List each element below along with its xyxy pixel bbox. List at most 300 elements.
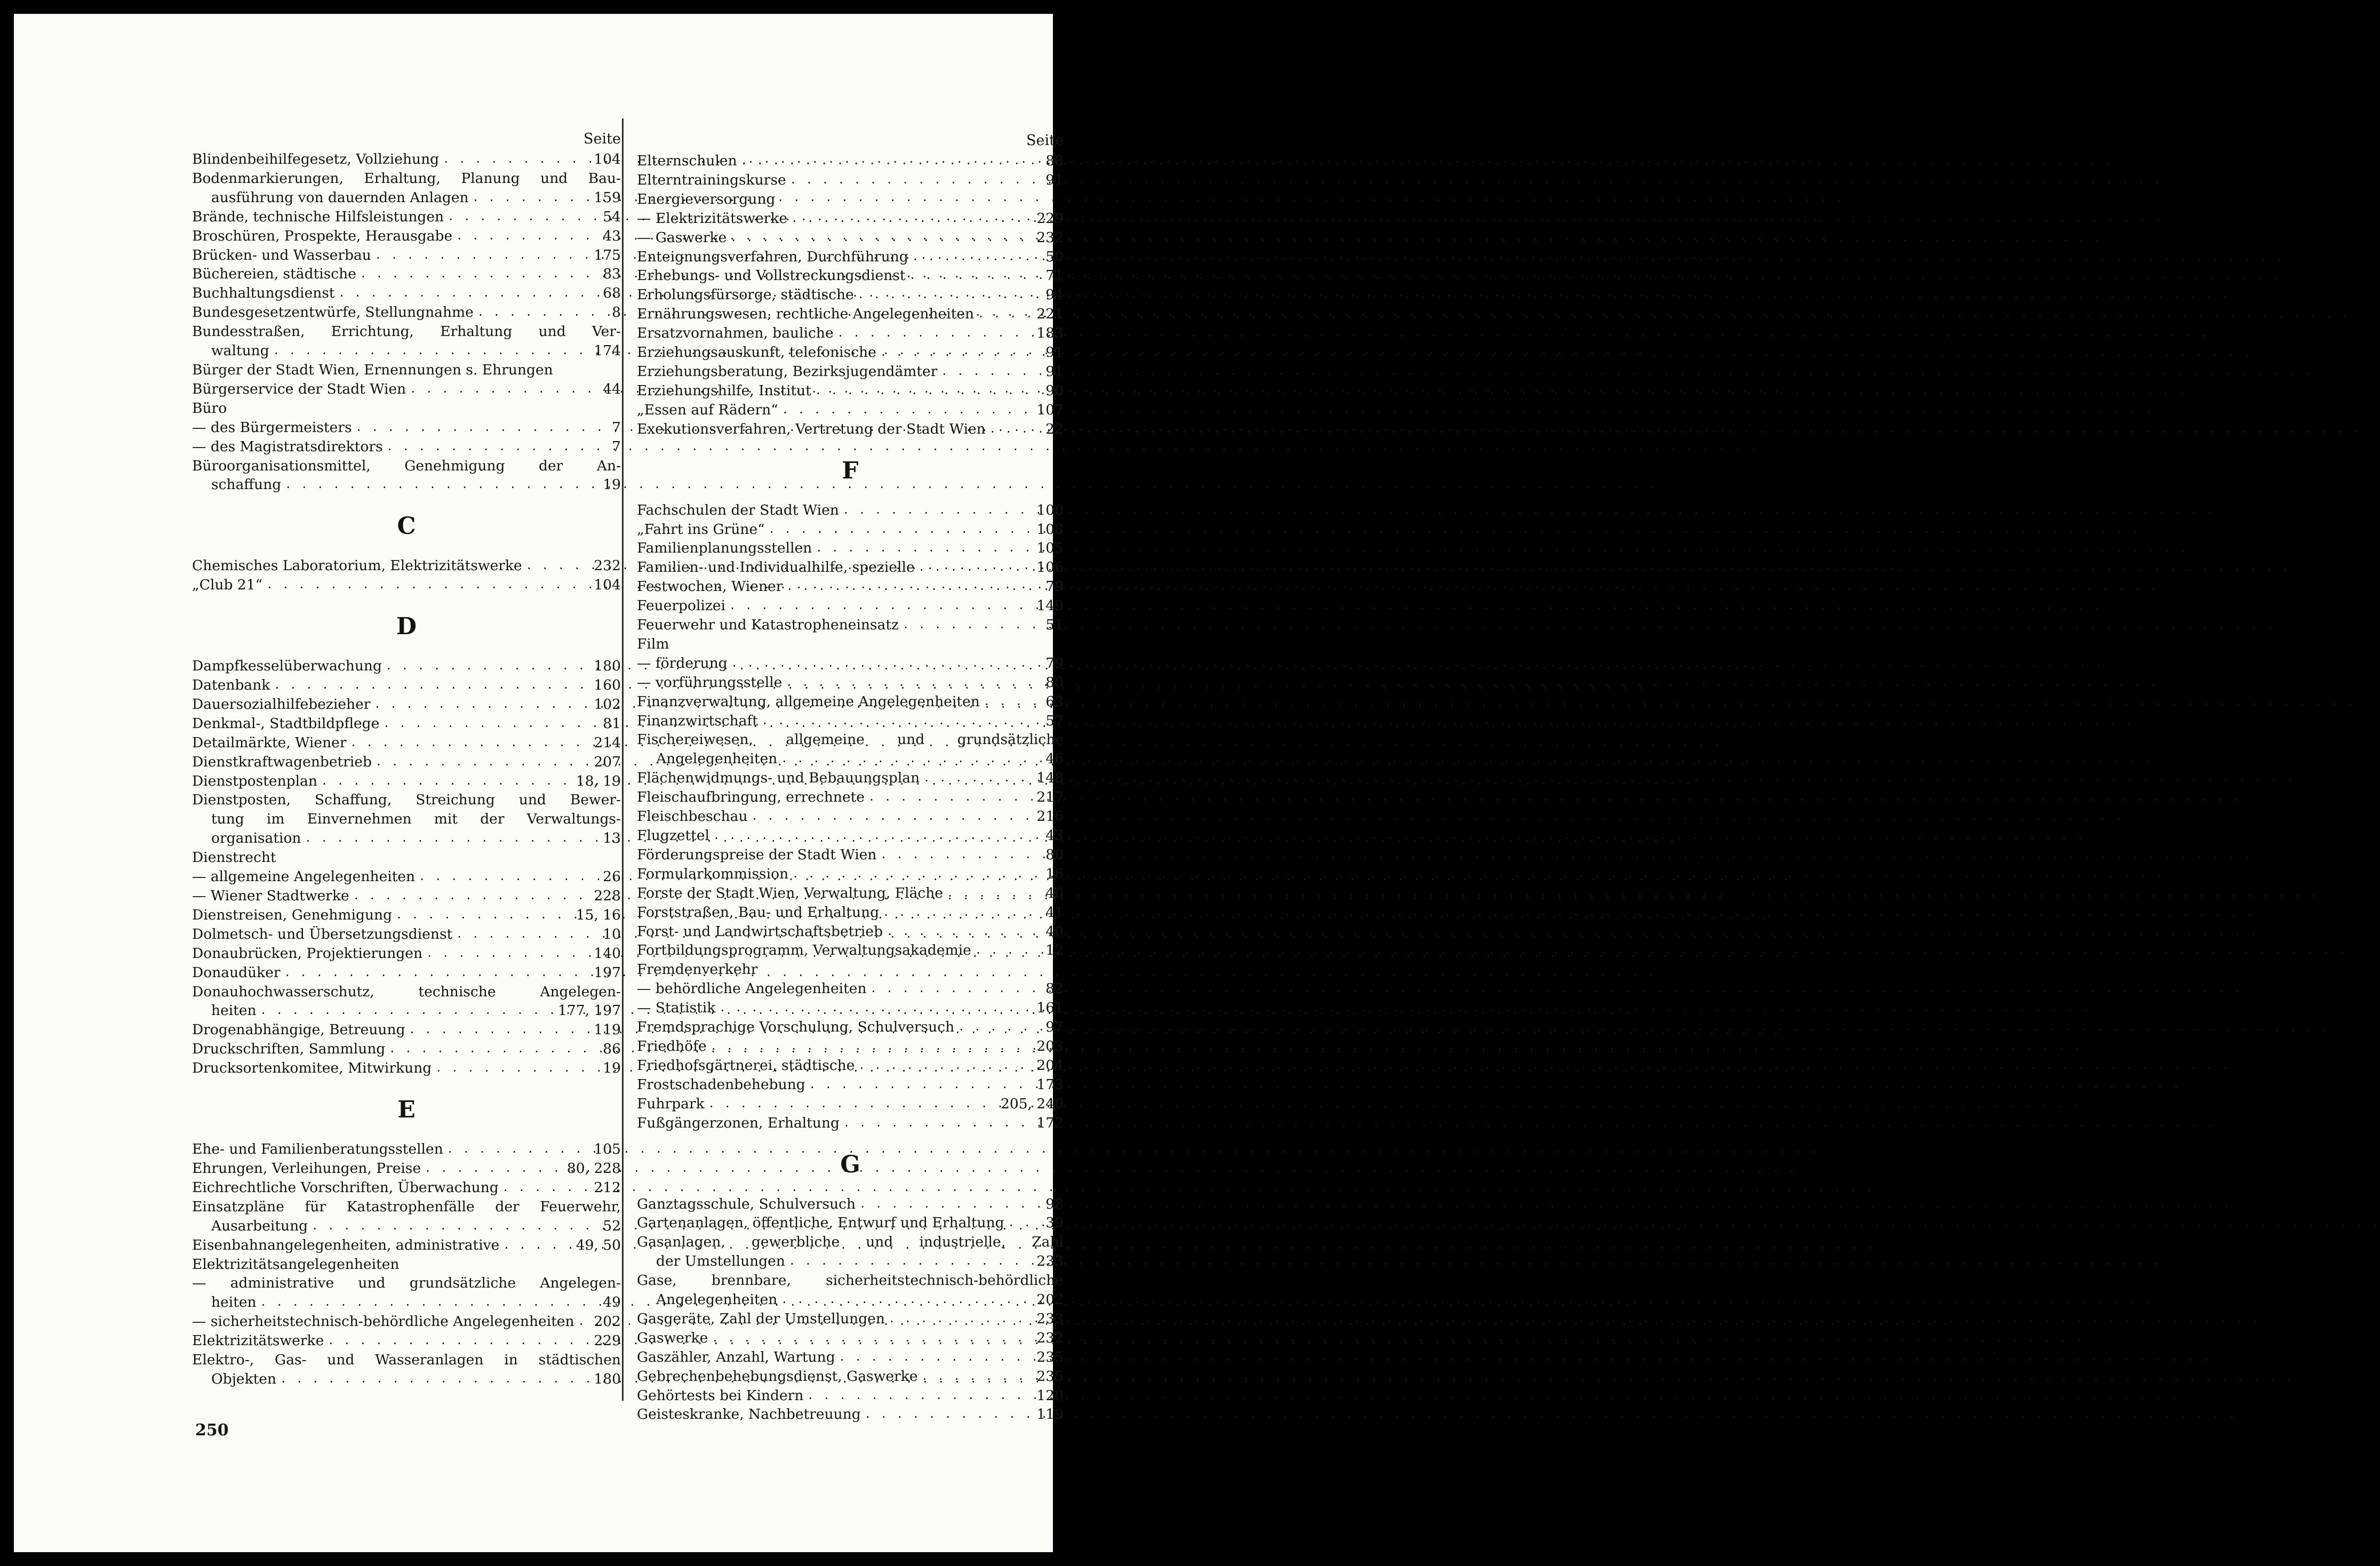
- index-entry: [192, 676, 621, 695]
- index-entry: [192, 341, 621, 361]
- entry-term: Formularkommission: [637, 865, 789, 882]
- entry-page-ref: 160: [594, 677, 621, 694]
- dot-leader: [730, 228, 1033, 247]
- index-entry: [637, 1233, 1064, 1252]
- dot-leader: [305, 829, 599, 848]
- entry-term: Donaudüker: [192, 964, 281, 981]
- column-header-seite: Seite: [584, 131, 621, 147]
- dot-leader: [266, 576, 590, 595]
- index-entry: [192, 1274, 621, 1293]
- section-letter-heading: F: [842, 457, 859, 484]
- dot-leader: [419, 867, 599, 886]
- index-entry: [637, 381, 1064, 401]
- dot-leader: [383, 714, 599, 733]
- entry-term: Geisteskranke, Nachbetreuung: [637, 1406, 861, 1423]
- entry-page-ref: 16: [1045, 865, 1064, 882]
- section-letter-heading: E: [397, 1096, 416, 1124]
- entry-term: Chemisches Laboratorium, Elektrizitätswerke: [192, 557, 522, 574]
- index-entry: [637, 616, 1064, 635]
- entry-term: Dienstkraftwagenbetrieb: [192, 753, 372, 770]
- entry-page-ref: 228: [594, 888, 621, 904]
- entry-page-ref: 161: [1036, 1000, 1064, 1017]
- index-entry: [637, 807, 1064, 826]
- entry-term: Blindenbeihilfegesetz, Vollziehung: [192, 151, 440, 167]
- entry-page-ref: 94: [1045, 286, 1064, 303]
- entry-page-ref: 82: [1045, 980, 1064, 997]
- entry-term: Gase, brennbare, sicherheitstechnisch-behördliche: [637, 1272, 1064, 1289]
- entry-page-ref: 207: [594, 753, 621, 770]
- entry-term: Friedhofsgärtnerei, städtische: [637, 1057, 855, 1074]
- dot-leader: [1008, 1213, 1042, 1233]
- dot-leader: [903, 616, 1042, 635]
- dot-leader: [456, 227, 599, 246]
- dot-leader: [843, 1114, 1033, 1133]
- entry-term: Film: [637, 635, 669, 652]
- entry-term: Objekten: [211, 1370, 277, 1387]
- dot-leader: [880, 343, 1042, 362]
- entry-term: Dauersozialhilfebezieher: [192, 696, 371, 713]
- entry-page-ref: 108: [1036, 521, 1064, 538]
- dot-leader: [781, 1290, 1033, 1309]
- dot-leader: [339, 284, 600, 303]
- entry-term: Büchereien, städtische: [192, 266, 356, 283]
- index-entry: [192, 695, 621, 714]
- index-entry: [192, 457, 621, 476]
- entry-page-ref: 44: [603, 380, 621, 397]
- dot-leader: [883, 903, 1042, 922]
- index-entry: [637, 769, 1064, 788]
- dot-leader: [762, 712, 1042, 731]
- index-entry: [192, 380, 621, 399]
- index-entry: [192, 790, 621, 810]
- entry-page-ref: 104: [594, 151, 621, 167]
- entry-term: Angelegenheiten: [656, 1291, 778, 1308]
- column-header-seite: Seite: [1026, 132, 1064, 149]
- index-entry: [637, 171, 1064, 190]
- entry-page-ref: 105: [594, 1141, 621, 1158]
- entry-term: Dienstpostenplan: [192, 772, 317, 789]
- entry-term: Fußgängerzonen, Erhaltung: [637, 1114, 840, 1131]
- entry-page-ref: 221: [1036, 306, 1064, 323]
- index-entry: [192, 963, 621, 982]
- column-divider: [622, 118, 624, 1401]
- entry-term: Gebrechenbehebungsdienst, Gaswerke: [637, 1368, 918, 1385]
- index-entry: [637, 1367, 1064, 1386]
- entry-term: waltung: [211, 342, 269, 359]
- index-entry: [192, 867, 621, 886]
- section-letter-heading: G: [840, 1150, 860, 1178]
- entry-term: Finanzwirtschaft: [637, 712, 758, 729]
- dot-leader: [880, 845, 1042, 865]
- index-entry: [637, 1309, 1064, 1329]
- index-entry: [192, 284, 621, 303]
- index-entry: [637, 1252, 1064, 1271]
- dot-leader: [374, 695, 590, 714]
- index-entry: [192, 322, 621, 341]
- dot-leader: [477, 303, 608, 322]
- dot-leader: [870, 979, 1042, 998]
- entry-page-ref: 18, 19: [576, 772, 621, 789]
- entry-term: Eisenbahnangelegenheiten, administrative: [192, 1236, 500, 1253]
- entry-term: — förderung: [637, 654, 728, 672]
- index-entry: [637, 1386, 1064, 1405]
- dot-leader: [328, 1331, 590, 1351]
- dot-leader: [425, 1159, 563, 1178]
- entry-term: Ersatzvornahmen, bauliche: [637, 325, 834, 342]
- entry-page-ref: 202: [594, 1313, 621, 1330]
- entry-term: Erholungsfürsorge, städtische: [637, 286, 854, 303]
- dot-leader: [807, 1386, 1033, 1405]
- entry-term: Familienplanungsstellen: [637, 540, 812, 557]
- index-entry: [192, 1312, 621, 1331]
- entry-page-ref: 80: [1045, 846, 1064, 863]
- entry-term: — Wiener Stadtwerke: [192, 888, 349, 904]
- entry-page-ref: 52: [603, 1217, 621, 1234]
- index-entry: [192, 1178, 621, 1197]
- entry-term: Druckschriften, Sammlung: [192, 1041, 386, 1058]
- index-entry: [192, 1140, 621, 1159]
- index-entry: [637, 420, 1064, 439]
- index-entry: [192, 1217, 621, 1236]
- entry-page-ref: 68: [603, 285, 621, 302]
- index-entry: [637, 1114, 1064, 1133]
- entry-term: ausführung von dauernden Anlagen: [211, 189, 469, 206]
- index-entry: [637, 673, 1064, 692]
- entry-term: Denkmal-, Stadtbildpflege: [192, 715, 380, 732]
- entry-page-ref: 233: [1036, 1310, 1064, 1327]
- entry-term: Einsatzpläne für Katastrophenfälle der Feuerwehr,: [192, 1198, 621, 1215]
- dot-leader: [868, 788, 1033, 807]
- entry-term: Feuerwehr und Katastropheneinsatz: [637, 617, 899, 634]
- entry-page-ref: 41: [1045, 904, 1064, 921]
- entry-term: Büro: [192, 400, 227, 417]
- page-number: 250: [195, 1421, 229, 1440]
- entry-term: organisation: [211, 830, 301, 847]
- entry-page-ref: 212: [594, 1179, 621, 1196]
- entry-term: Ehe- und Familienberatungsstellen: [192, 1141, 443, 1158]
- dot-leader: [782, 401, 1033, 420]
- entry-page-ref: 149: [1036, 597, 1064, 614]
- entry-term: Gasanlagen, gewerbliche und industrielle, Zahl: [637, 1234, 1064, 1251]
- entry-page-ref: 102: [594, 696, 621, 713]
- dot-leader: [526, 556, 590, 576]
- index-entry: [637, 730, 1064, 749]
- entry-term: Enteignungsverfahren, Durchführung: [637, 248, 908, 265]
- entry-page-ref: 46: [1045, 750, 1064, 768]
- dot-leader: [447, 1140, 590, 1159]
- entry-term: Fortbildungsprogramm, Verwaltungsakademie: [637, 942, 971, 959]
- index-entry: [637, 654, 1064, 673]
- dot-leader: [473, 188, 590, 207]
- entry-page-ref: 217: [1036, 789, 1064, 806]
- index-entry: [192, 1351, 621, 1370]
- entry-term: Drogenabhängige, Betreuung: [192, 1021, 405, 1038]
- dot-leader: [260, 1293, 600, 1312]
- entry-term: der Umstellungen: [656, 1253, 785, 1270]
- entry-term: Bundesgesetzentwürfe, Stellungnahme: [192, 304, 474, 321]
- entry-term: Erziehungsauskunft, telefonische: [637, 344, 876, 361]
- index-entry: [637, 1271, 1064, 1290]
- entry-page-ref: 71: [1045, 267, 1064, 284]
- index-entry: [192, 188, 621, 207]
- entry-page-ref: 174: [594, 342, 621, 359]
- index-column-left: [192, 129, 621, 1389]
- entry-page-ref: 26: [603, 868, 621, 885]
- entry-term: — Gaswerke: [637, 229, 727, 246]
- entry-page-ref: 204: [1036, 1057, 1064, 1074]
- entry-page-ref: 86: [603, 1041, 621, 1058]
- index-entry: [192, 944, 621, 963]
- entry-page-ref: 54: [603, 208, 621, 225]
- entry-term: — administrative und grundsätzliche Angelegen-: [192, 1275, 621, 1292]
- index-entry: [637, 1075, 1064, 1094]
- section-letter-heading: D: [396, 613, 417, 641]
- entry-page-ref: 50: [1045, 248, 1064, 265]
- index-entry: [637, 979, 1064, 998]
- entry-term: Elektro-, Gas- und Wasseranlagen in städtischen: [192, 1352, 621, 1369]
- dot-leader: [353, 886, 590, 906]
- dot-leader: [376, 753, 590, 772]
- entry-term: Brände, technische Hilfsleistungen: [192, 208, 444, 225]
- dot-leader: [273, 341, 590, 361]
- dot-leader: [350, 733, 590, 753]
- index-entry: [192, 829, 621, 848]
- index-entry: [637, 401, 1064, 420]
- entry-page-ref: 79: [1045, 654, 1064, 672]
- dot-leader: [858, 285, 1042, 305]
- dot-leader: [792, 865, 1042, 884]
- entry-page-ref: 106: [1036, 559, 1064, 576]
- dot-leader: [280, 1370, 590, 1389]
- entry-term: — allgemeine Angelegenheiten: [192, 868, 416, 885]
- dot-leader: [889, 1309, 1033, 1329]
- entry-page-ref: 100: [1036, 501, 1064, 518]
- entry-page-ref: 232: [594, 557, 621, 574]
- entry-page-ref: 91: [1045, 171, 1064, 188]
- entry-term: Broschüren, Prospekte, Herausgabe: [192, 227, 453, 244]
- entry-term: „Fahrt ins Grüne“: [637, 521, 765, 538]
- entry-page-ref: 39: [1045, 1215, 1064, 1232]
- index-entry: [192, 810, 621, 829]
- entry-page-ref: 49, 50: [576, 1236, 621, 1253]
- dot-leader: [312, 1217, 599, 1236]
- entry-page-ref: 97: [1045, 1019, 1064, 1036]
- dot-leader: [410, 380, 599, 399]
- dot-leader: [456, 925, 599, 944]
- entry-page-ref: 140: [594, 945, 621, 962]
- dot-leader: [975, 941, 1042, 960]
- entry-term: Forste der Stadt Wien, Verwaltung, Fläche: [637, 884, 943, 901]
- entry-page-ref: 202: [1036, 1291, 1064, 1308]
- index-entry: [637, 998, 1064, 1018]
- index-entry: [637, 285, 1064, 305]
- entry-term: Dolmetsch- und Übersetzungsdienst: [192, 925, 453, 942]
- dot-leader: [360, 265, 599, 284]
- entry-page-ref: 235: [1036, 1368, 1064, 1385]
- dot-leader: [984, 692, 1042, 712]
- entry-term: Fischereiwesen, allgemeine und grundsätzliche: [637, 731, 1064, 748]
- dot-leader: [839, 1348, 1033, 1367]
- index-entry: [637, 190, 1064, 209]
- index-entry: [192, 714, 621, 733]
- index-entry: [637, 884, 1064, 903]
- entry-term: heiten: [211, 1002, 257, 1019]
- entry-page-ref: 232: [1036, 229, 1064, 246]
- index-entry: [192, 207, 621, 227]
- dot-leader: [285, 475, 599, 494]
- entry-page-ref: 57: [1045, 712, 1064, 729]
- dot-leader: [837, 324, 1033, 343]
- index-entry: [637, 941, 1064, 960]
- index-entry: [637, 1405, 1064, 1424]
- entry-term: Exekutionsverfahren, Vertretung der Stadt Wien: [637, 420, 986, 437]
- dot-leader: [375, 246, 590, 265]
- entry-term: Brücken- und Wasserbau: [192, 246, 371, 263]
- dot-leader: [719, 998, 1033, 1018]
- entry-page-ref: 175: [594, 246, 621, 263]
- entry-term: Dienstrecht: [192, 849, 276, 866]
- entry-term: tung im Einvernehmen mit der Verwaltungs-: [211, 811, 621, 828]
- entry-term: Familien- und Individualhilfe, spezielle: [637, 559, 915, 576]
- index-entry: [637, 1290, 1064, 1309]
- index-entry: [637, 520, 1064, 539]
- entry-page-ref: 7: [612, 419, 621, 436]
- entry-term: Förderungspreise der Stadt Wien: [637, 846, 877, 863]
- index-entry: [192, 169, 621, 188]
- entry-term: Elektrizitätsangelegenheiten: [192, 1256, 400, 1273]
- entry-term: Bodenmarkierungen, Erhaltung, Planung und Bau-: [192, 170, 621, 187]
- dot-leader: [978, 305, 1033, 324]
- dot-leader: [502, 1178, 590, 1197]
- entry-page-ref: 107: [1036, 401, 1064, 418]
- entry-page-ref: 119: [594, 1021, 621, 1038]
- entry-term: Eichrechtliche Vorschriften, Überwachung: [192, 1179, 499, 1196]
- entry-page-ref: 214: [594, 734, 621, 751]
- entry-page-ref: 172: [1036, 1114, 1064, 1131]
- index-entry: [192, 418, 621, 437]
- dot-leader: [843, 501, 1033, 520]
- index-entry: [192, 576, 621, 595]
- entry-term: Elektrizitätswerke: [192, 1332, 324, 1349]
- entry-page-ref: 105: [1036, 540, 1064, 557]
- entry-page-ref: 12: [1045, 942, 1064, 959]
- index-entry: [192, 906, 621, 925]
- index-entry: [192, 1255, 621, 1274]
- index-entry: [192, 399, 621, 418]
- dot-leader: [396, 906, 572, 925]
- index-entry: [637, 305, 1064, 324]
- entry-page-ref: 229: [1036, 210, 1064, 227]
- index-entry: [637, 151, 1064, 171]
- entry-page-ref: 43: [603, 227, 621, 244]
- entry-page-ref: 180: [594, 658, 621, 675]
- dot-leader: [435, 1059, 599, 1078]
- index-entry: [637, 826, 1064, 845]
- dot-leader: [989, 420, 1042, 439]
- entry-term: Fuhrpark: [637, 1095, 705, 1112]
- index-entry: [192, 150, 621, 169]
- entry-page-ref: 232: [1036, 1329, 1064, 1346]
- dot-leader: [791, 209, 1033, 228]
- entry-term: Festwochen, Wiener: [637, 578, 783, 595]
- entry-term: Erziehungsberatung, Bezirksjugendämter: [637, 363, 938, 380]
- entry-page-ref: 40: [1045, 923, 1064, 940]
- dot-leader: [919, 558, 1033, 577]
- entry-term: Fremdenverkehr: [637, 961, 758, 978]
- dot-leader: [708, 1094, 997, 1114]
- entry-page-ref: 19: [603, 476, 621, 493]
- entry-term: — vorführungsstelle: [637, 674, 782, 691]
- entry-term: Angelegenheiten: [656, 750, 778, 768]
- dot-leader: [321, 772, 572, 791]
- entry-term: Ganztagsschule, Schulversuch: [637, 1195, 856, 1212]
- entry-page-ref: 8: [612, 304, 621, 321]
- entry-term: Ausarbeitung: [211, 1217, 308, 1234]
- entry-page-ref: 205, 240: [1000, 1095, 1064, 1112]
- index-entry: [637, 596, 1064, 616]
- entry-term: Büroorganisationsmittel, Genehmigung der An-: [192, 457, 621, 474]
- entry-page-ref: 15, 16: [576, 906, 621, 923]
- dot-leader: [386, 657, 590, 676]
- entry-term: Elterntrainingskurse: [637, 171, 786, 188]
- dot-leader: [503, 1236, 572, 1255]
- entry-term: — behördliche Angelegenheiten: [637, 980, 867, 997]
- dot-leader: [909, 266, 1042, 285]
- entry-page-ref: 49: [603, 1294, 621, 1311]
- entry-page-ref: 10: [603, 925, 621, 942]
- entry-term: Forst- und Landwirtschaftsbetrieb: [637, 923, 883, 940]
- entry-page-ref: 235: [1036, 1348, 1064, 1365]
- entry-page-ref: 98: [1045, 1195, 1064, 1212]
- entry-term: Dampfkesselüberwachung: [192, 658, 382, 675]
- index-entry: [637, 692, 1064, 712]
- entry-term: Energieversorgung: [637, 190, 776, 207]
- entry-page-ref: 80, 228: [566, 1160, 621, 1177]
- dot-leader: [941, 362, 1042, 381]
- entry-page-ref: 19: [603, 1060, 621, 1077]
- dot-leader: [859, 1195, 1042, 1214]
- index-entry: [192, 657, 621, 676]
- index-entry: [637, 266, 1064, 285]
- index-entry: [192, 982, 621, 1002]
- entry-page-ref: 43: [1045, 827, 1064, 844]
- entry-term: Gartenanlagen, öffentliche, Entwurf und Erhaltung: [637, 1215, 1004, 1232]
- index-entry: [192, 1059, 621, 1078]
- index-entry: [192, 925, 621, 944]
- index-entry: [637, 635, 1064, 654]
- entry-page-ref: 91: [1045, 344, 1064, 361]
- dot-leader: [731, 654, 1042, 673]
- index-entry: [192, 1370, 621, 1389]
- dot-leader: [958, 1018, 1042, 1037]
- entry-term: Erhebungs- und Vollstreckungsdienst: [637, 267, 906, 284]
- entry-page-ref: 104: [594, 577, 621, 594]
- entry-term: Detailmärkte, Wiener: [192, 734, 347, 751]
- index-entry: [192, 772, 621, 791]
- entry-page-ref: 63: [1045, 693, 1064, 710]
- entry-term: Fremdsprachige Vorschulung, Schulversuch: [637, 1019, 955, 1036]
- index-entry: [637, 903, 1064, 922]
- entry-page-ref: 51: [1045, 617, 1064, 634]
- entry-term: Fleischaufbringung, errechnete: [637, 789, 865, 806]
- entry-term: Ehrungen, Verleihungen, Preise: [192, 1160, 421, 1177]
- dot-leader: [260, 1001, 554, 1020]
- dot-leader: [786, 673, 1042, 692]
- entry-term: Fachschulen der Stadt Wien: [637, 501, 839, 518]
- index-entry: [637, 1018, 1064, 1037]
- entry-term: Feuerpolizei: [637, 597, 726, 614]
- dot-leader: [443, 150, 590, 169]
